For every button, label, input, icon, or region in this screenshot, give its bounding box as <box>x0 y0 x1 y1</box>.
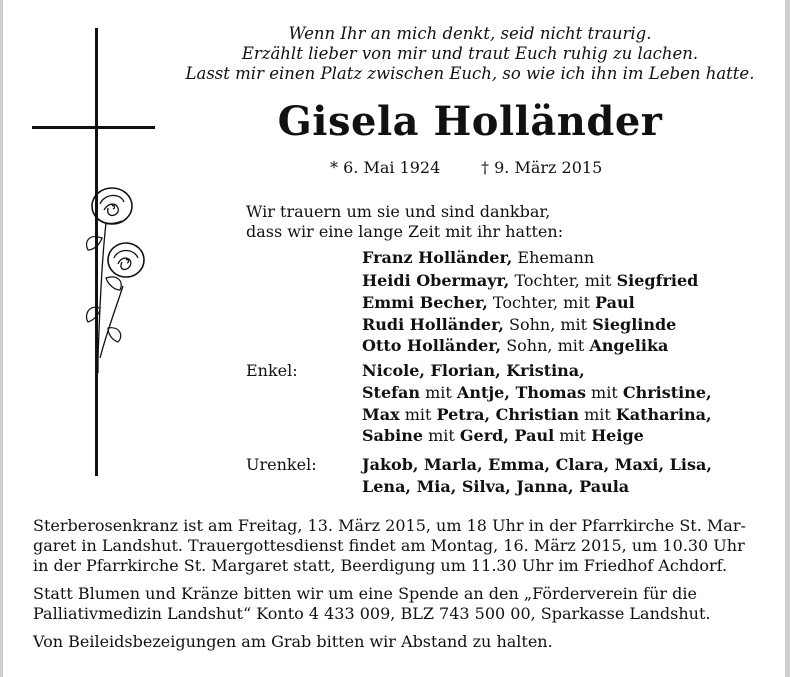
poem-line-3: Lasst mir einen Platz zwischen Euch, so wie ich ihn im Leben hatte. <box>185 64 755 83</box>
family-line <box>362 293 635 313</box>
paragraph-line: Statt Blumen und Kränze bitten wir um eine Spende an den „Förderverein für die <box>33 584 697 603</box>
family-member-name: Heidi Obermayr, <box>362 271 510 290</box>
family-relation: Tochter, mit <box>509 271 617 290</box>
grandchild-name: Christine, <box>622 383 712 402</box>
grandchildren-line-3 <box>362 405 712 425</box>
poem-line-2: Erzählt lieber von mir und traut Euch ruhig zu lachen. <box>241 44 699 63</box>
family-partner: Angelika <box>589 336 669 355</box>
family-member-name: Rudi Holländer, <box>362 315 504 334</box>
great-grandchildren-names: Lena, Mia, Silva, Janna, Paula <box>362 477 630 496</box>
grandchild-name: Petra, Christian <box>436 405 579 424</box>
family-line <box>362 315 676 335</box>
family-member-name: Franz Holländer, <box>362 248 513 267</box>
family-line <box>362 271 698 291</box>
family-member-name: Emmi Becher, <box>362 293 488 312</box>
paragraph-line: Von Beileidsbezeigungen am Grab bitten wir Abstand zu halten. <box>33 632 553 651</box>
intro-line-1: Wir trauern um sie und sind dankbar, <box>246 202 551 221</box>
grandchild-name: Gerd, Paul <box>459 426 555 445</box>
great-grandchildren-names: Jakob, Marla, Emma, Clara, Maxi, Lisa, <box>362 455 712 474</box>
frame-border-left <box>0 0 3 677</box>
grandchild-name: Heige <box>591 426 644 445</box>
great-grandchildren-line-1 <box>362 455 712 475</box>
connector-text: mit <box>420 383 457 402</box>
connector-text: mit <box>578 405 616 424</box>
condolence-paragraph <box>33 632 772 652</box>
family-member-name: Otto Holländer, <box>362 336 502 355</box>
deceased-name: Gisela Holländer <box>277 98 663 145</box>
family-relation: Tochter, mit <box>487 293 595 312</box>
family-line <box>362 336 668 356</box>
paragraph-line: Palliativmedizin Landshut“ Konto 4 433 009, BLZ 743 500 00, Sparkasse Landshut. <box>33 604 711 623</box>
connector-text: mit <box>554 426 592 445</box>
great-grandchildren-label: Urenkel: <box>246 455 317 474</box>
grandchild-name: Sabine <box>362 426 423 445</box>
paragraph-line: in der Pfarrkirche St. Margaret statt, Beerdigung um 11.30 Uhr im Friedhof Achdorf. <box>33 556 728 575</box>
donation-paragraph <box>33 584 772 624</box>
poem-line-1: Wenn Ihr an mich denkt, seid nicht traurig. <box>288 24 652 43</box>
death-date: † 9. März 2015 <box>481 158 603 177</box>
grandchildren-line-1 <box>362 361 585 381</box>
family-relation: Sohn, mit <box>501 336 590 355</box>
great-grandchildren-line-2 <box>362 477 629 497</box>
cross-icon <box>28 28 158 478</box>
connector-text: mit <box>585 383 623 402</box>
family-partner: Sieglinde <box>592 315 677 334</box>
family-relation: Ehemann <box>512 248 595 267</box>
family-relation: Sohn, mit <box>503 315 593 334</box>
grandchild-name: Katharina, <box>615 405 712 424</box>
connector-text: mit <box>399 405 437 424</box>
grandchild-name: Stefan <box>362 383 421 402</box>
family-line <box>362 248 594 268</box>
birth-date: * 6. Mai 1924 <box>330 158 441 177</box>
grandchildren-line-4 <box>362 426 644 446</box>
rosary-paragraph <box>33 516 772 576</box>
grandchildren-label: Enkel: <box>246 361 298 380</box>
grandchildren-names: Nicole, Florian, Kristina, <box>362 361 585 380</box>
grandchild-name: Max <box>362 405 400 424</box>
connector-text: mit <box>423 426 460 445</box>
grandchildren-line-2 <box>362 383 712 403</box>
family-partner: Paul <box>594 293 635 312</box>
grandchild-name: Antje, Thomas <box>456 383 586 402</box>
paragraph-line: garet in Landshut. Trauergottesdienst findet am Montag, 16. März 2015, um 10.30 Uhr <box>33 536 745 555</box>
paragraph-line: Sterberosenkranz ist am Freitag, 13. März 2015, um 18 Uhr in der Pfarrkirche St. Mar- <box>33 516 746 535</box>
intro-line-2: dass wir eine lange Zeit mit ihr hatten: <box>246 222 564 241</box>
family-partner: Siegfried <box>616 271 699 290</box>
